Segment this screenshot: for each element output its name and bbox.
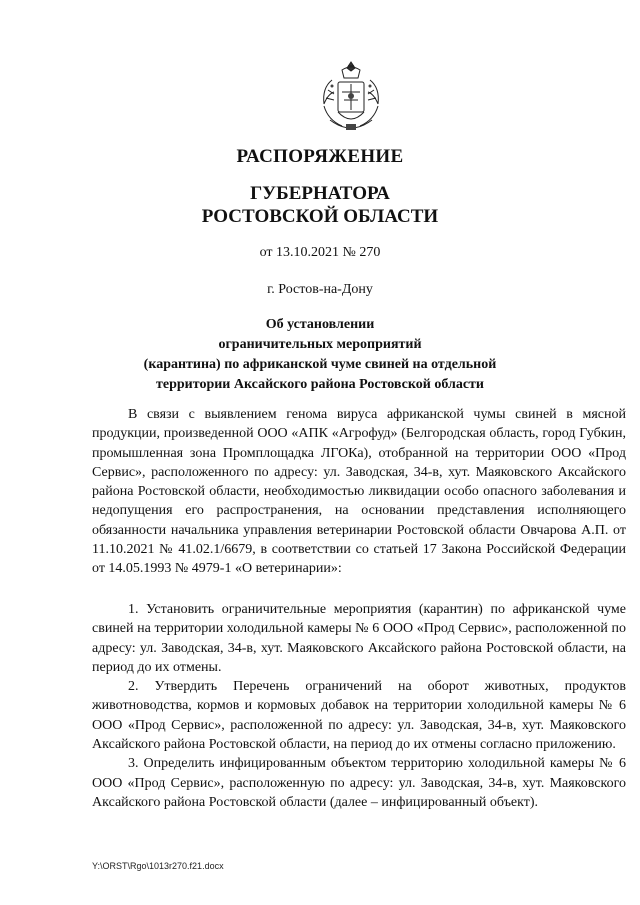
- document-subject: [0, 315, 640, 395]
- issuer-line-1: ГУБЕРНАТОРА: [250, 183, 390, 204]
- document-type-title: РАСПОРЯЖЕНИЕ: [236, 146, 404, 167]
- file-path-footer: Y:\ORST\Rgo\1013r270.f21.docx: [92, 861, 224, 871]
- preamble-paragraph: В связи с выявлением генома вируса африканской чумы свиней в мясной продукции, произведенной ООО «АПК «Агрофуд» (Белгородская область, город Губкин, промышленная зона Промплощадка ЛГОКа), отобранной на территории ООО «Прод Сервис», расположенного по адресу: ул. Заводская, 34-в, хут. Маяковского Аксайского района Ростовской области, необходимостью ликвидации особо опасного заболевания и недопущения его распространения, на основании представления исполняющего обязанности начальника управления ветеринарии Ростовской области Овчарова А.П. от 11.10.2021 № 41.02.1/6679, в соответствии со статьей 17 Закона Российской Федерации от 14.05.1993 № 4979-1 «О ветеринарии»:: [92, 407, 626, 577]
- list-item-2: 2. Утвердить Перечень ограничений на оборот животных, продуктов животноводства, кормов и кормовых добавок на территории холодильной камеры № 6 ООО «Прод Сервис», расположенной по адресу: ул. Заводская, 34-в, хут. Маяковского Аксайского района Ростовской области, на период до их отмены согласно приложению.: [92, 679, 626, 753]
- subject-line-1: Об установлении: [265, 317, 375, 332]
- subject-line-2: ограничительных мероприятий: [218, 337, 422, 352]
- document-place: г. Ростов-на-Дону: [267, 282, 373, 297]
- document-date-number: от 13.10.2021 № 270: [259, 245, 381, 260]
- preamble: [92, 405, 626, 579]
- subject-line-4: территории Аксайского района Ростовской области: [156, 377, 484, 392]
- issuer-line-2: РОСТОВСКОЙ ОБЛАСТИ: [201, 206, 439, 227]
- coat-of-arms-icon: [318, 60, 384, 134]
- resolution-items: [92, 600, 626, 812]
- list-item-1: 1. Установить ограничительные мероприятия (карантин) по африканской чуме свиней на территории холодильной камеры № 6 ООО «Прод Сервис», расположенной по адресу: ул. Заводская, 34-в, хут. Маяковского Аксайского района Ростовской области, на период до их отмены.: [92, 602, 626, 675]
- subject-line-3: (карантина) по африканской чуме свиней на отдельной: [143, 357, 497, 372]
- list-item-3: 3. Определить инфицированным объектом территорию холодильной камеры № 6 ООО «Прод Сервис», расположенную по адресу: ул. Заводская, 34-в, хут. Маяковского Аксайского района Ростовской области (далее – инфицированный объект).: [92, 756, 626, 810]
